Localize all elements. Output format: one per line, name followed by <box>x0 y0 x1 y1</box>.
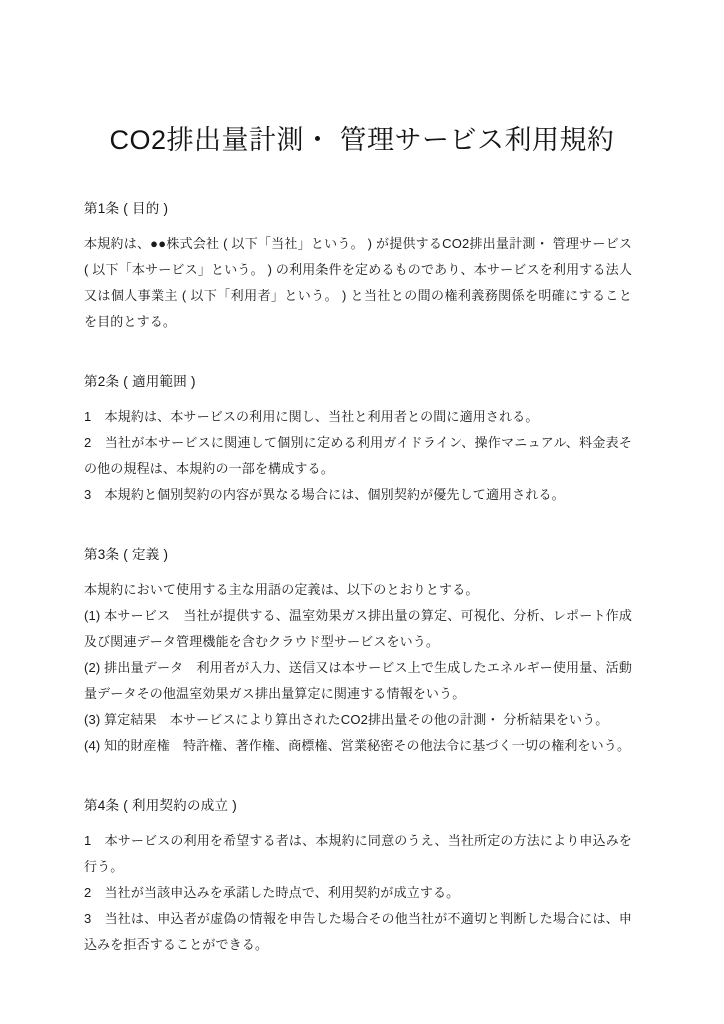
list-item-text: 当社が当該申込みを承諾した時点で、利用契約が成立する。 <box>104 885 460 900</box>
article-list-item <box>84 906 632 958</box>
list-item-marker: 2 <box>84 435 105 450</box>
list-item-text: 算定結果 本サービスにより算出されたCO2排出量その他の計測・ 分析結果をいう。 <box>104 712 609 727</box>
article-heading: 第1条 ( 目的 ) <box>84 201 169 216</box>
list-item-text: 排出量データ 利用者が入力、送信又は本サービス上で生成したエネルギー使用量、活動量データその他温室効果ガス排出量算定に関連する情報をいう。 <box>84 660 632 701</box>
list-item-marker: (4) <box>84 738 105 753</box>
list-item-text: 本サービス 当社が提供する、温室効果ガス排出量の算定、可視化、分析、レポート作成及び関連データ管理機能を含むクラウド型サービスをいう。 <box>84 608 632 649</box>
list-item-marker: 1 <box>84 409 105 424</box>
article-list-item <box>84 404 632 430</box>
list-item-marker: 3 <box>84 911 105 926</box>
article-section <box>84 196 632 335</box>
article-paragraph: 本規約は、●●株式会社 ( 以下「当社」という。 ) が提供するCO2排出量計測・ 管理サービス ( 以下「本サービス」という。 ) の利用条件を定めるものであり、本サービスを利用する法人又は個人事業主 ( 以下「利用者」という。 ) と当社との間の権利義務関係を明確にすることを目的とする。 <box>84 236 632 329</box>
article-list-item <box>84 828 632 880</box>
page-title: CO2排出量計測・ 管理サービス利用規約 <box>109 125 615 156</box>
article-list-item <box>84 733 632 759</box>
article-list-item <box>84 707 632 733</box>
list-item-text: 当社が本サービスに関連して個別に定める利用ガイドライン、操作マニュアル、料金表その他の規程は、本規約の一部を構成する。 <box>84 435 633 476</box>
article-list-item <box>84 655 632 707</box>
list-item-text: 本サービスの利用を希望する者は、本規約に同意のうえ、当社所定の方法により申込みを行う。 <box>84 833 633 874</box>
list-item-text: 本規約と個別契約の内容が異なる場合には、個別契約が優先して適用される。 <box>104 487 565 502</box>
article-paragraph: 本規約において使用する主な用語の定義は、以下のとおりとする。 <box>84 582 479 597</box>
list-item-marker: 2 <box>84 885 105 900</box>
article-list-item <box>84 880 632 906</box>
list-item-marker: 3 <box>84 487 105 502</box>
list-item-text: 本規約は、本サービスの利用に関し、当社と利用者との間に適用される。 <box>104 409 539 424</box>
article-heading: 第2条 ( 適用範囲 ) <box>84 374 196 389</box>
article-section <box>84 793 632 958</box>
list-item-text: 知的財産権 特許権、著作権、商標権、営業秘密その他法令に基づく一切の権利をいう。 <box>104 738 631 753</box>
article-heading: 第3条 ( 定義 ) <box>84 547 169 562</box>
list-item-marker: (1) <box>84 608 105 623</box>
article-list-item <box>84 430 632 482</box>
document-body <box>84 196 632 958</box>
list-item-marker: (3) <box>84 712 105 727</box>
article-section <box>84 369 632 508</box>
list-item-marker: (2) <box>84 660 105 675</box>
list-item-marker: 1 <box>84 833 105 848</box>
list-item-text: 当社は、申込者が虚偽の情報を申告した場合その他当社が不適切と判断した場合には、申込みを拒否することができる。 <box>84 911 632 952</box>
article-section <box>84 542 632 759</box>
article-heading: 第4条 ( 利用契約の成立 ) <box>84 798 238 813</box>
article-list-item <box>84 482 632 508</box>
article-list-item <box>84 603 632 655</box>
